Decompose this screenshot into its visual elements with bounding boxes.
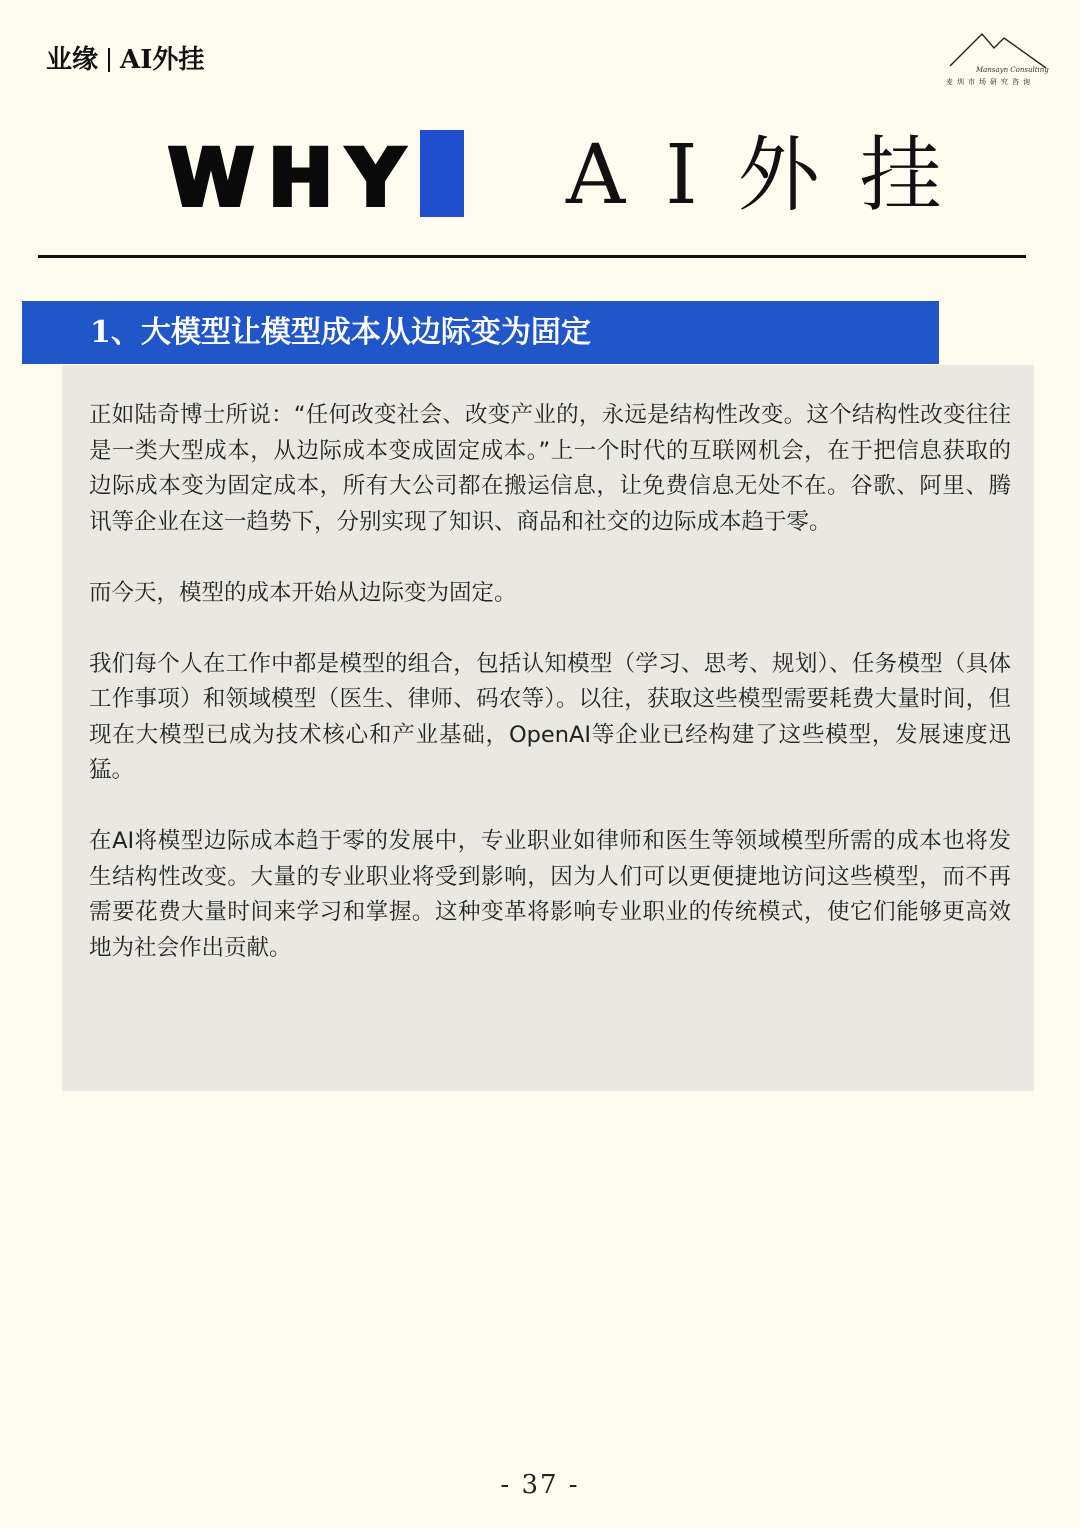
paragraph: 而今天，模型的成本开始从边际变为固定。 (89, 579, 517, 606)
mountain-logo-icon (946, 30, 1056, 70)
title-ai: AI外挂 (566, 128, 982, 223)
section-heading: 1、大模型让模型成本从边际变为固定 (90, 315, 591, 350)
section-body (89, 398, 1011, 1002)
header-topic-label: AI外挂 (120, 45, 205, 75)
header-breadcrumb (46, 40, 204, 80)
page-title (0, 120, 1080, 230)
header-section-label: 业缘 (46, 45, 99, 75)
header-divider (108, 48, 110, 72)
logo-script-text: Mansayn Consulting (976, 66, 1049, 74)
paragraph: 在AI将模型边际成本趋于零的发展中，专业职业如律师和医生等领域模型所需的成本也将发生结构性改变。大量的专业职业将受到影响，因为人们可以更便捷地访问这些模型，而不再需要花费大量时间来学习和掌握。这种变革将影响专业职业的传统模式，使它们能够更高效地为社会作出贡献。 (89, 828, 1011, 961)
paragraph: 我们每个人在工作中都是模型的组合，包括认知模型（学习、思考、规划）、任务模型（具体工作事项）和领域模型（医生、律师、码农等）。以往，获取这些模型需要耗费大量时间，但现在大模型已成为技术核心和产业基础，OpenAI等企业已经构建了这些模型，发展速度迅猛。 (89, 650, 1011, 783)
company-logo (946, 30, 1056, 90)
page-number: - 37 - (500, 1470, 580, 1500)
paragraph: 正如陆奇博士所说：“任何改变社会、改变产业的，永远是结构性改变。这个结构性改变往往是一类大型成本，从边际成本变成固定成本。”上一个时代的互联网机会，在于把信息获取的边际成本变为固定成本，所有大公司都在搬运信息，让免费信息无处不在。谷歌、阿里、腾讯等企业在这一趋势下，分别实现了知识、商品和社交的边际成本趋于零。 (89, 402, 1011, 535)
logo-chinese-text: 麦圳市场研究咨询 (946, 78, 1034, 86)
title-why: WHY (168, 134, 418, 224)
title-divider (38, 255, 1026, 258)
title-accent-bar (420, 130, 464, 217)
section-banner (22, 301, 939, 364)
